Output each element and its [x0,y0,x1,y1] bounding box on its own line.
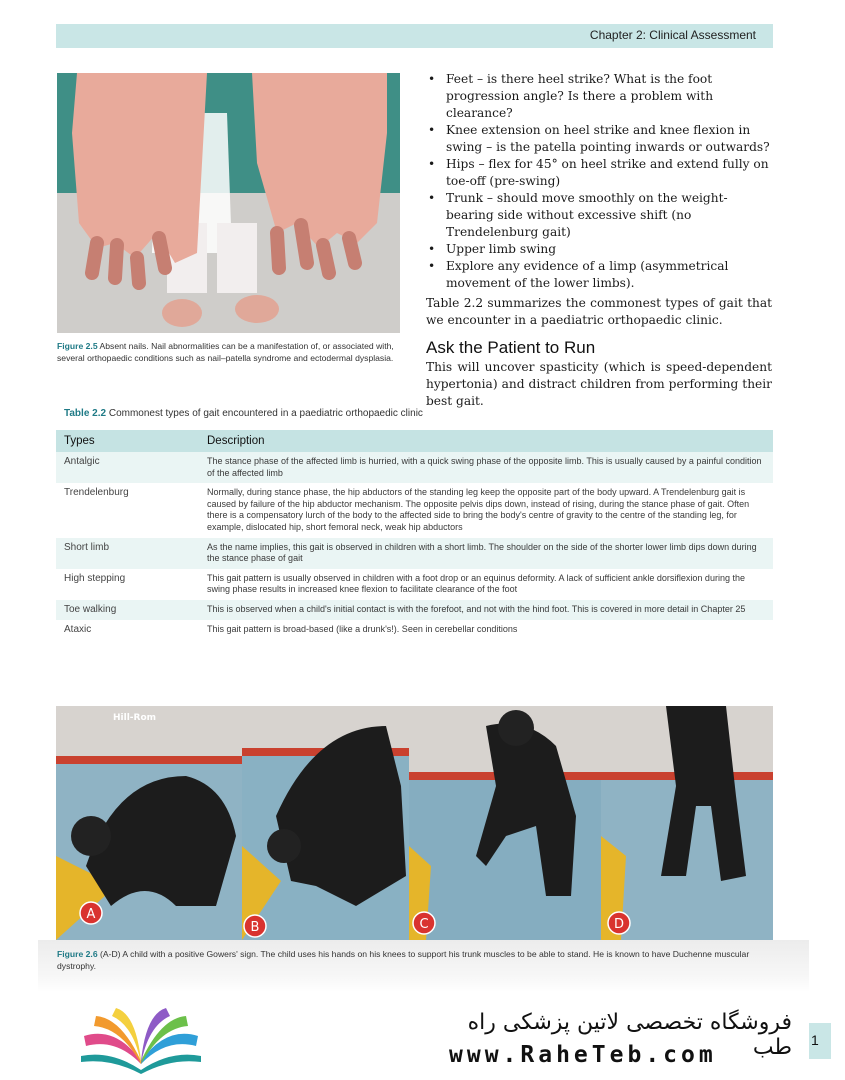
book-logo-icon [76,1006,206,1076]
cell-type: High stepping [64,572,126,584]
paragraph: This will uncover spasticity (which is speed-dependent hypertonia) and distract children from performing their best gait. [426,360,772,408]
cell-type: Trendelenburg [64,487,129,499]
body-text-column [426,71,772,410]
table-row [56,538,773,569]
table-header-row [56,430,773,452]
page-number: 1 [811,1032,819,1048]
figure-2-6-photo [56,706,773,940]
panel-b [242,706,409,940]
panel-b-badge: B [250,920,260,935]
panel-d [601,706,773,940]
panel-a-wall-text: Hill-Rom [113,713,157,723]
cell-type: Antalgic [64,456,100,467]
figure-2-5-photo [57,73,400,333]
cell-description: The stance phase of the affected limb is hurried, with a quick swing phase of the opposite limb. This is usually caused by a painful condition of the affected limb [207,456,762,478]
panel-c-badge: C [419,917,429,932]
cell-description: This is observed when a child's initial contact is with the forefoot, and not with the hind foot. This is covered in more detail in Chapter 25 [207,603,746,614]
list-item: • Trunk – should move smoothly on the weight-bearing side without excessive shift (no Trendelenburg gait) [428,191,728,239]
table-row [56,452,773,483]
column-header: Description [207,435,265,447]
panel-c [409,706,601,940]
cell-description: This gait pattern is usually observed in children with a foot drop or an equinus deformity. A lack of sufficient ankle dorsiflexion during the swing phase results in increased knee flexion to facilitate clearance of the foot [207,572,745,595]
cell-description: Normally, during stance phase, the hip abductors of the standing leg keep the opposite part of the body upward. A Trendelenburg gait is caused by failure of the hip abductor mechanism. The opposite pelvis dips down, instead of rising, during the stance phase of gait. Often there is a compensatory lurch of the body to the affected side to bring the body's centre of gravity to the centre of the standing leg, for example, dislocated hip, short femoral neck, weak hip abductors [207,487,750,532]
page-number-box [809,1023,831,1059]
column-header: Types [64,435,95,447]
cell-type: Short limb [64,541,110,553]
chapter-header-bar [56,24,773,48]
section-heading: Ask the Patient to Run [426,338,596,357]
paragraph: Table 2.2 summarizes the commonest types of gait that we encounter in a paediatric orthopaedic clinic. [426,296,772,327]
list-item: • Knee extension on heel strike and knee flexion in swing – is the patella pointing inwards or outwards? [428,123,770,154]
table-row [56,600,773,620]
cell-description: As the name implies, this gait is observed in children with a short limb. The shoulder on the side of the shorter lower limb dips down during the stance phase of gait [207,541,757,564]
table-row [56,620,773,640]
table-label: Table 2.2 [64,408,107,419]
figure-2-6-caption [57,948,767,972]
figure-2-6-caption-text: (A-D) A child with a positive Gowers' sign. The child uses his hands on his knees to support his trunk muscles to be able to stand. He is known to have Duchenne muscular dystrophy. [57,949,750,971]
table-row [56,483,773,537]
website-url: www.RaheTeb.com [449,1042,717,1068]
table-row [56,569,773,600]
chapter-title: Chapter 2: Clinical Assessment [589,28,756,42]
table-caption [64,408,423,419]
panel-d-badge: D [613,917,625,932]
persian-store-name: فروشگاه تخصصی لاتین پزشکی راه طب [467,1010,792,1060]
figure-2-5-label: Figure 2.5 [57,341,98,351]
cell-description: This gait pattern is broad-based (like a drunk's!). Seen in cerebellar conditions [207,623,518,634]
list-item: • Explore any evidence of a limp (asymmetrical movement of the lower limbs). [428,259,729,290]
list-item: • Feet – is there heel strike? What is the foot progression angle? Is there a problem with clearance? [428,72,714,120]
list-item: • Upper limb swing [428,242,557,256]
cell-type: Toe walking [64,603,117,615]
cell-type: Ataxic [64,623,92,635]
figure-2-6-label: Figure 2.6 [57,949,98,959]
panel-a-badge: A [86,907,96,922]
figure-2-5-caption-text: Absent nails. Nail abnormalities can be a manifestation of, or associated with, several orthopaedic conditions such as nail–patella syndrome and ectodermal dysplasia. [57,341,394,363]
table-caption-text: Commonest types of gait encountered in a paediatric orthopaedic clinic [108,408,423,419]
figure-2-5-caption [57,340,407,364]
gait-checklist [426,71,772,292]
list-item: • Hips – flex for 45° on heel strike and extend fully on toe-off (pre-swing) [428,157,769,188]
gait-table [56,430,773,639]
panel-a [56,706,242,940]
